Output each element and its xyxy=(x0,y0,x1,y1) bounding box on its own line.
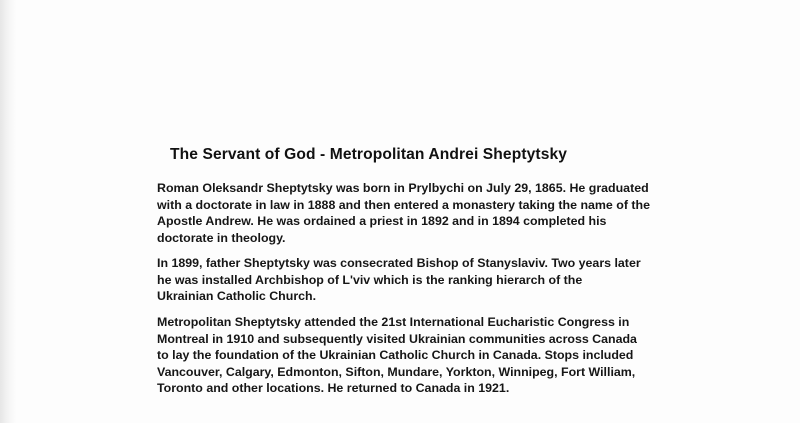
paragraph-line: Roman Oleksandr Sheptytsky was born in Prylbychi on July 29, 1865. He graduated xyxy=(157,181,649,195)
paragraph-line: In 1899, father Sheptytsky was consecrated Bishop of Stanyslaviv. Two years later xyxy=(157,256,641,270)
paragraph-line: with a doctorate in law in 1888 and then entered a monastery taking the name of the xyxy=(157,197,650,212)
paragraph-line: to lay the foundation of the Ukrainian Catholic Church in Canada. Stops included xyxy=(157,348,634,362)
paragraph-line: Metropolitan Sheptytsky attended the 21st International Eucharistic Congress in xyxy=(157,315,630,329)
page-edge-shadow xyxy=(0,0,16,423)
paragraph-line: Vancouver, Calgary, Edmonton, Sifton, Mundare, Yorkton, Winnipeg, Fort William, xyxy=(157,364,636,379)
paragraph-birth-education xyxy=(157,180,650,246)
document-title: The Servant of God - Metropolitan Andrei Sheptytsky xyxy=(170,146,568,163)
paragraph-line: he was installed Archbishop of L'viv which is the ranking hierarch of the xyxy=(157,272,583,287)
paragraph-consecration xyxy=(157,255,641,305)
paragraph-line: doctorate in theology. xyxy=(157,230,286,245)
paragraph-line: Apostle Andrew. He was ordained a priest in 1892 and in 1894 completed his xyxy=(157,214,607,228)
paragraph-canada-visit xyxy=(157,314,637,397)
paragraph-line: Montreal in 1910 and subsequently visited Ukrainian communities across Canada xyxy=(157,331,637,346)
paragraph-line: Toronto and other locations. He returned to Canada in 1921. xyxy=(157,381,510,395)
paragraph-line: Ukrainian Catholic Church. xyxy=(157,289,317,303)
